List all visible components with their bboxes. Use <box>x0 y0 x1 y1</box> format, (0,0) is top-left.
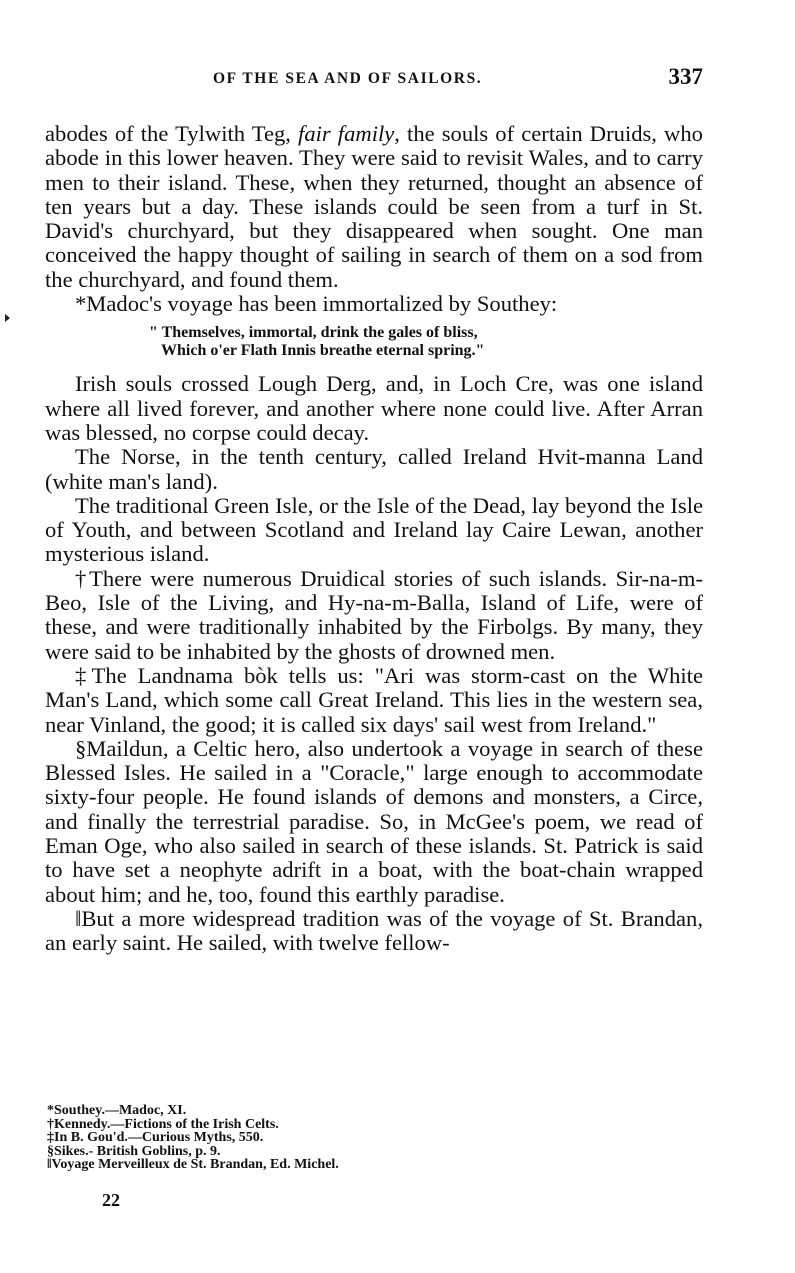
footnote: *Southey.—Madoc, XI. <box>47 1103 187 1118</box>
paragraph: ‖But a more widespread tradition was of the voyage of St. Brandan, an early saint. He sailed, with twelve fellow- <box>45 905 703 956</box>
page-header <box>45 62 705 92</box>
text-run: , the souls of certain Druids, who abode in this lower heaven. They were said to revisit Wales, and to carry men to their island. These, when they returned, thought an absence of ten years but a day. These islands could be seen from a turf in St. David's churchyard, but they disappeared when sought. One man conceived the happy thought of sailing in search of them on a sod from the churchyard, and found them. <box>45 121 703 292</box>
paragraph: §Maildun, a Celtic hero, also undertook a voyage in search of these Blessed Isles. He sailed in a "Coracle," large enough to accommodate sixty-four people. He found islands of demons and monsters, a Circe, and finally the terrestrial paradise. So, in McGee's poem, we read of Eman Oge, who also sailed in search of these islands. St. Patrick is said to have set a neophyte adrift in a boat, with the boat-chain wrapped about him; and he, too, found this earthly paradise. <box>45 735 703 907</box>
footnotes <box>47 1104 697 1172</box>
footnote: §Sikes.- British Goblins, p. 9. <box>47 1143 221 1159</box>
page-number: 337 <box>668 64 703 89</box>
verse-line: Which o'er Flath Innis breathe eternal spring." <box>161 342 485 360</box>
paragraph: ‡The Landnama bòk tells us: "Ari was storm-cast on the White Man's Land, which some call Great Ireland. This lies in the western sea, near Vinland, the good; it is called six days' sail west from Ireland." <box>45 662 703 737</box>
running-head: OF THE SEA AND OF SAILORS. <box>213 70 483 87</box>
paragraph: *Madoc's voyage has been immortalized by Southey: <box>75 291 558 317</box>
verse-quote <box>45 324 703 360</box>
footnote: ‡In B. Gou'd.—Curious Myths, 550. <box>47 1130 264 1146</box>
paragraph: The traditional Green Isle, or the Isle of the Dead, lay beyond the Isle of Youth, and between Scotland and Ireland lay Caire Lewan, another mysterious island. <box>45 492 704 567</box>
italic-phrase: fair family <box>298 121 395 146</box>
body-text <box>45 122 703 956</box>
margin-mark <box>5 314 10 322</box>
text-run: abodes of the Tylwith Teg, <box>45 121 299 146</box>
paragraph <box>45 122 703 292</box>
verse-line: " Themselves, immortal, drink the gales of bliss, <box>149 324 478 342</box>
paragraph: Irish souls crossed Lough Derg, and, in Loch Cre, was one island where all lived forever, and another where none could live. After Arran was blessed, no corpse could decay. <box>45 371 703 445</box>
signature-mark: 22 <box>102 1190 120 1210</box>
footnote: ‖Voyage Merveilleux de St. Brandan, Ed. Michel. <box>47 1157 339 1173</box>
footnote: †Kennedy.—Fictions of the Irish Celts. <box>47 1116 279 1132</box>
paragraph: †There were numerous Druidical stories of such islands. Sir-na-m-Beo, Isle of the Living, and Hy-na-m-Balla, Island of Life, were of these, and were traditionally inhabited by the Firbolgs. By many, they were said to be inhabited by the ghosts of drowned men. <box>45 565 703 664</box>
paragraph: The Norse, in the tenth century, called Ireland Hvit-manna Land (white man's land). <box>45 444 703 494</box>
